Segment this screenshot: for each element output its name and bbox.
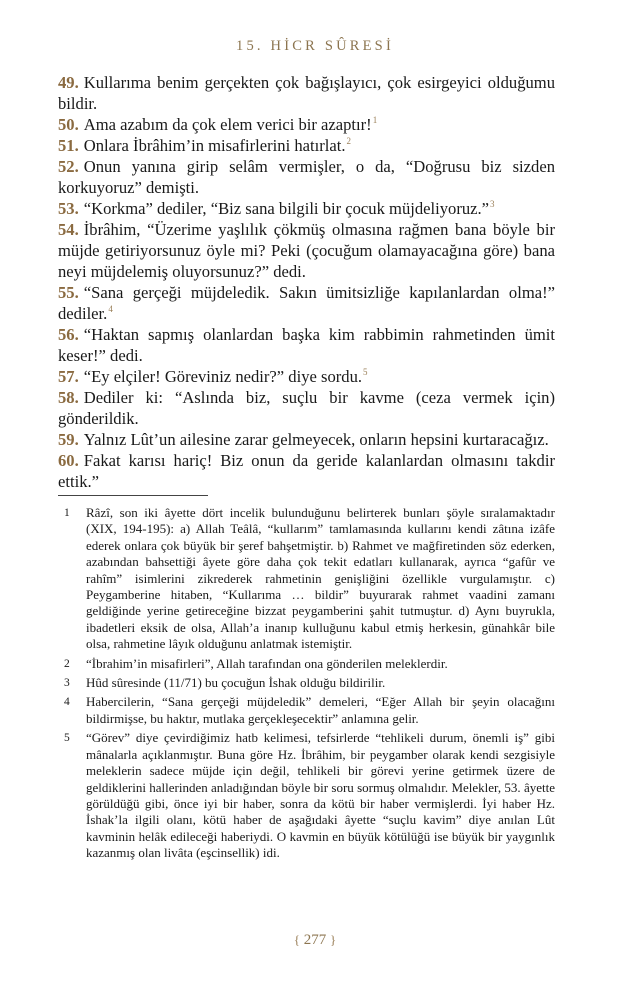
verse-number: 55. (58, 283, 79, 302)
footnote-number: 1 (64, 507, 70, 519)
verse-number: 49. (58, 73, 79, 92)
verse-53 (58, 198, 555, 219)
footnote-1 (58, 505, 555, 653)
verse-text: Ama azabım da çok elem verici bir azaptır! (83, 115, 372, 134)
footnote-reference[interactable]: 1 (372, 115, 378, 126)
footnote-reference[interactable]: 2 (346, 136, 351, 147)
running-title: 15. HİCR SÛRESİ (236, 38, 394, 54)
footnote-text: Hûd sûresinde (11/71) bu çocuğun İshak olduğu bildirilir. (86, 675, 386, 691)
verse-57 (58, 366, 555, 387)
footnote-number: 5 (64, 732, 70, 745)
verse-59 (58, 429, 555, 450)
verse-55 (58, 282, 555, 324)
verse-text: “Korkma” dediler, “Biz sana bilgili bir çocuk müjdeliyoruz.” (83, 199, 490, 218)
verse-50 (58, 114, 555, 135)
footnotes (58, 505, 555, 865)
verse-number: 56. (58, 325, 79, 344)
verse-number: 54. (58, 220, 79, 239)
footnote-text: Râzî, son iki âyette dört incelik bulunduğunu belirterek bunları şöyle sıralamaktadır (XIX, 194-195): a) Allah Teâlâ, “kullarım” tamlamasında kullarını kendi zâtına izâfe ederek onlara çok büyük bir şeref bahşetmiştir. b) Rahmet ve mağfiretinden söz ederken, azabından bahsettiği âyete göre daha çok tekit edatları kullanarak, ayrıca “gafûr ve rahîm” isimlerini zikrederek rahmetinin genişliğini özellikle vurgulamıştır. c) Peygamberine hitaben, “Kullarıma … bildir” buyurarak rahmet vaadini zamanı geldiğinde yerine getireceğine bizzat peygamberini şahit tutmuştur. d) Aynı buyrukla, ibadetleri eksik de olsa, Allah’a inanıp kulluğunu kabul etmiş herkesin, günahkâr bile olsa, rahmetine lâyık olduğunu anlatmak istemiştir. (86, 505, 555, 652)
ornament-right-icon: } (330, 932, 337, 947)
page-number (0, 932, 630, 949)
verse-number: 58. (58, 388, 79, 407)
footnote-divider (58, 495, 208, 496)
verse-number: 51. (58, 136, 79, 155)
verse-text: Onun yanına girip selâm vermişler, o da, “Doğrusu biz sizden korkuyoruz” demişti. (58, 157, 555, 197)
page-number-value: 277 (303, 932, 327, 948)
verse-text: “Ey elçiler! Göreviniz nedir?” diye sordu. (83, 367, 363, 386)
verse-51 (58, 135, 555, 156)
footnote-number: 4 (64, 696, 70, 709)
footnote-text: Habercilerin, “Sana gerçeği müjdeledik” demeleri, “Eğer Allah bir şeyin olacağını bildirmişse, bu haktır, mutlaka gerçekleşecektir” anlamına gelir. (86, 694, 555, 726)
footnote-reference[interactable]: 5 (363, 367, 368, 378)
verse-number: 57. (58, 367, 79, 386)
verse-number: 50. (58, 115, 79, 134)
verse-number: 52. (58, 157, 79, 176)
footnote-reference[interactable]: 3 (490, 199, 495, 210)
footnote-number: 3 (64, 677, 70, 690)
verse-58 (58, 387, 555, 429)
footnote-reference[interactable]: 4 (108, 304, 113, 315)
footnote-3 (58, 675, 555, 691)
footnote-5 (58, 730, 555, 861)
verse-52 (58, 156, 555, 198)
verse-text: İbrâhim, “Üzerime yaşlılık çökmüş olmasına rağmen bana böyle bir müjde getiriyorsunuz öyle mi? Peki (çocuğum olamayacağına göre) bana neyi müjdelemiş oluyorsunuz?” dedi. (58, 220, 555, 281)
verse-text: Dediler ki: “Aslında biz, suçlu bir kavme (ceza vermek için) gönderildik. (58, 388, 555, 428)
verse-number: 53. (58, 199, 79, 218)
verse-block (58, 72, 555, 492)
verse-text: Yalnız Lût’un ailesine zarar gelmeyecek, onların hepsini kurtaracağız. (83, 430, 549, 449)
footnote-text: “İbrahim’in misafirleri”, Allah tarafından ona gönderilen meleklerdir. (86, 655, 448, 671)
footnote-4 (58, 694, 555, 727)
verse-60 (58, 450, 555, 492)
verse-number: 59. (58, 430, 79, 449)
verse-text: Kullarıma benim gerçekten çok bağışlayıcı, çok esirgeyici olduğumu bildir. (58, 73, 555, 113)
footnote-2 (58, 656, 555, 672)
footnote-text: “Görev” diye çevirdiğimiz hatb kelimesi, tefsirlerde “tehlikeli durum, önemli iş” gibi mânalarla açıklanmıştır. Buna göre Hz. İbrâhim, bir peygamber olarak kendi sezgisiyle meleklerin sadece müjde için değil, tehlikeli bir görevi yerine getirmek üzere de geldiklerini hallerinden anladığından böyle bir soru sormuş olmalıdır. Melekler, 53. âyette görüldüğü gibi, önce iyi bir haber, sonra da kötü bir haber vermişlerdi. İyi haber Hz. İshak’la ilgili olanı, kötü haber de aşağıdaki âyette “suçlu kavim” diye anılan Lût kavminin helâk edileceği haberiydi. O kavmin en büyük kötülüğü ise büyük bir yaygınlık kazanmış olan livâta (eşcinsellik) idi. (86, 730, 555, 861)
verse-text: “Haktan sapmış olanlardan başka kim rabbimin rahmetinden ümit keser!” dedi. (58, 325, 555, 365)
verse-text: Onlara İbrâhim’in misafirlerini hatırlat. (83, 136, 346, 155)
verse-56 (58, 324, 555, 366)
verse-number: 60. (58, 451, 79, 470)
footnote-number: 2 (64, 657, 70, 670)
verse-49 (58, 72, 555, 114)
verse-54 (58, 219, 555, 282)
verse-text: “Sana gerçeği müjdeledik. Sakın ümitsizliğe kapılanlardan olma!” dediler. (58, 283, 555, 323)
verse-text: Fakat karısı hariç! Biz onun da geride kalanlardan olmasını takdir ettik.” (58, 451, 555, 491)
ornament-left-icon: { (293, 932, 300, 947)
